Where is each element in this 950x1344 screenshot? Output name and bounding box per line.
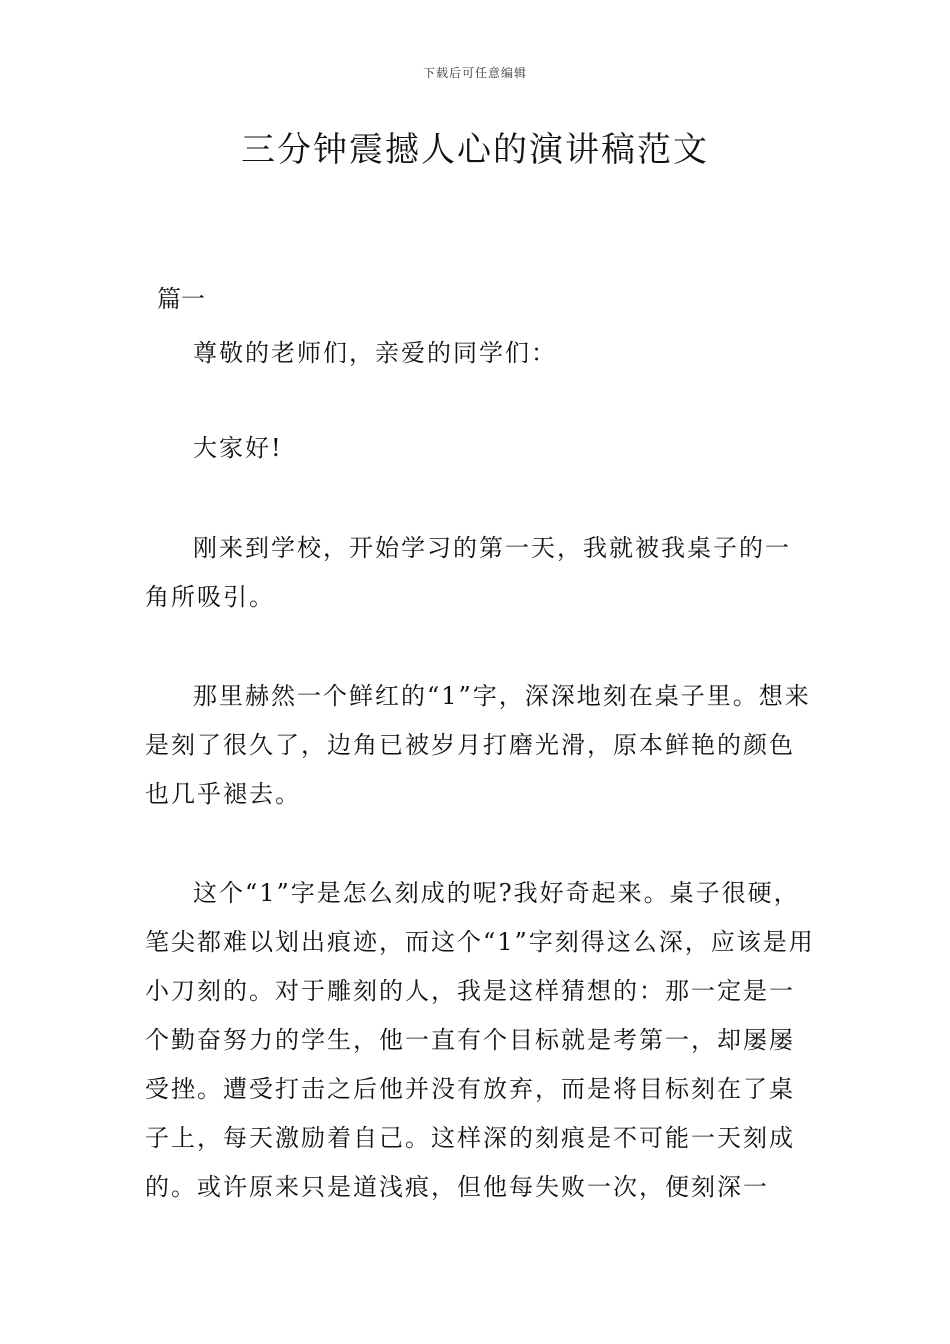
document-title: 三分钟震撼人心的演讲稿范文 [241, 130, 709, 170]
paragraph-first-day [145, 524, 815, 622]
paragraph-text: 刚来到学校，开始学习的第一天，我就被我桌子的一角所吸引。 [145, 534, 791, 611]
paragraph-text: 大家好! [193, 434, 283, 462]
paragraph-desk [145, 672, 815, 819]
paragraph-text: 这个“1”字是怎么刻成的呢?我好奇起来。桌子很硬，笔尖都难以划出痕迹，而这个“1”字刻得这么深，应该是用小刀刻的。对于雕刻的人，我是这样猜想的：那一定是一个勤奋努力的学生，他一直有个目标就是考第一，却屡屡受挫。遭受打击之后他并没有放弃，而是将目标刻在了桌子上，每天激励着自己。这样深的刻痕是不可能一天刻成的。或许原来只是道浅痕，但他每失败一次，便刻深一 [145, 879, 815, 1201]
paragraph-greeting [145, 329, 815, 378]
paragraph-text: 尊敬的老师们，亲爱的同学们： [193, 339, 557, 367]
header-note: 下载后可任意编辑 [422, 66, 527, 80]
paragraph-carving [145, 869, 815, 1212]
section-label: 篇一 [157, 285, 205, 313]
paragraph-hello [145, 424, 815, 473]
paragraph-text: 那里赫然一个鲜红的“1”字，深深地刻在桌子里。想来是刻了很久了，边角已被岁月打磨光滑，原本鲜艳的颜色也几乎褪去。 [145, 682, 811, 808]
